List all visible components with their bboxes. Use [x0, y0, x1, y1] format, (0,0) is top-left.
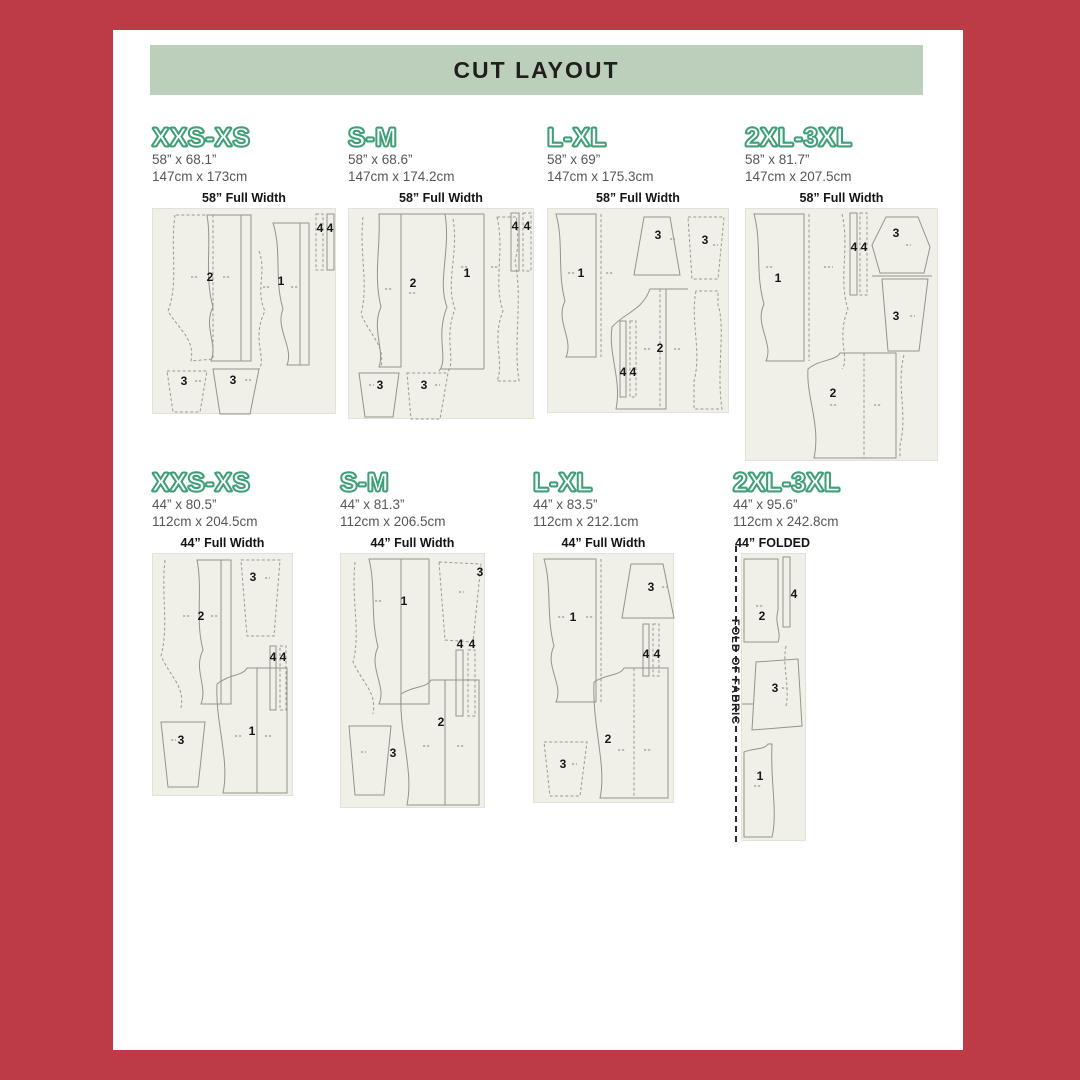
piece-number: 2	[758, 609, 766, 623]
piece-number: 3	[771, 681, 779, 695]
fabric-sheet	[152, 208, 336, 414]
fabric-sheet	[745, 208, 938, 461]
piece-number: 2	[197, 609, 205, 623]
piece-number: 4	[511, 219, 519, 233]
piece-number: 4	[653, 647, 661, 661]
piece-number: 3	[559, 757, 567, 771]
piece-number: 4	[629, 365, 637, 379]
piece-number: 3	[177, 733, 185, 747]
size-range-title: S-M	[340, 467, 390, 497]
layout-group-2xl-3xl-44	[729, 467, 928, 841]
size-range-title: XXS-XS	[152, 467, 251, 497]
piece-number: 4	[523, 219, 531, 233]
size-range-title: 2XL-3XL	[745, 122, 853, 152]
dimensions-inches: 58” x 69”	[547, 152, 601, 167]
piece-number: 2	[829, 386, 837, 400]
piece-number: 3	[180, 374, 188, 388]
size-range-title: XXS-XS	[152, 122, 251, 152]
piece-number: 1	[756, 769, 764, 783]
dimensions-inches: 44” x 81.3”	[340, 497, 405, 512]
fabric-sheet	[348, 208, 534, 419]
piece-number: 1	[400, 594, 408, 608]
layout-group-xxs-xs-58	[152, 123, 347, 414]
dimensions-cm: 147cm x 175.3cm	[547, 169, 654, 184]
piece-number: 1	[774, 271, 782, 285]
fabric-width-label: 44” Full Width	[370, 536, 455, 550]
sheet-wrap	[340, 536, 485, 808]
layout-group-2xl-3xl-58	[745, 123, 940, 461]
piece-number: 1	[248, 724, 256, 738]
piece-number: 4	[850, 240, 858, 254]
fabric-sheet	[340, 553, 485, 808]
piece-number: 3	[701, 233, 709, 247]
piece-number: 3	[420, 378, 428, 392]
dimensions-cm: 112cm x 212.1cm	[533, 514, 639, 529]
piece-number: 3	[654, 228, 662, 242]
fold-of-fabric-label: FOLD OF FABRIC	[729, 618, 741, 726]
sheet-wrap	[152, 191, 336, 414]
sheet-wrap	[729, 536, 843, 841]
piece-number: 2	[437, 715, 445, 729]
dimensions-inches: 44” x 83.5”	[533, 497, 598, 512]
dimensions-inches: 44” x 80.5”	[152, 497, 217, 512]
sheet-wrap	[152, 536, 293, 796]
piece-number: 4	[860, 240, 868, 254]
sheet-wrap	[547, 191, 729, 413]
fabric-width-label: 44” Full Width	[561, 536, 646, 550]
layout-group-xxs-xs-44	[152, 468, 347, 796]
pattern-pieces-drawing	[153, 554, 294, 797]
fabric-sheet	[729, 553, 806, 841]
size-range-title: 2XL-3XL	[733, 467, 841, 497]
size-range-title: L-XL	[547, 122, 607, 152]
dimensions-cm: 147cm x 174.2cm	[348, 169, 455, 184]
piece-number: 4	[316, 221, 324, 235]
fabric-width-label: 58” Full Width	[202, 191, 286, 205]
piece-number: 3	[892, 226, 900, 240]
layout-group-l-xl-58	[547, 123, 742, 413]
layout-group-l-xl-44	[533, 468, 728, 803]
piece-number: 1	[569, 610, 577, 624]
dimensions-inches: 58” x 68.1”	[152, 152, 217, 167]
size-range-title: L-XL	[533, 467, 593, 497]
piece-number: 2	[656, 341, 664, 355]
piece-number: 4	[642, 647, 650, 661]
pattern-pieces-drawing	[746, 209, 939, 462]
piece-number: 3	[647, 580, 655, 594]
dimensions-inches: 44” x 95.6”	[733, 497, 798, 512]
dimensions-cm: 147cm x 207.5cm	[745, 169, 852, 184]
piece-number: 2	[206, 270, 214, 284]
pattern-page	[113, 30, 963, 1050]
piece-number: 3	[476, 565, 484, 579]
layout-group-s-m-58	[348, 123, 543, 419]
size-range-title: S-M	[348, 122, 398, 152]
piece-number: 4	[456, 637, 464, 651]
sheet-wrap	[533, 536, 674, 803]
dimensions-cm: 112cm x 242.8cm	[733, 514, 839, 529]
fabric-width-label: 44” FOLDED	[735, 536, 811, 550]
fabric-width-label: 58” Full Width	[799, 191, 884, 205]
piece-number: 3	[892, 309, 900, 323]
fabric-width-label: 58” Full Width	[399, 191, 483, 205]
piece-number: 4	[326, 221, 334, 235]
piece-number: 3	[229, 373, 237, 387]
dimensions-inches: 58” x 81.7”	[745, 152, 810, 167]
fabric-width-label: 58” Full Width	[596, 191, 680, 205]
cut-layout-banner	[150, 45, 923, 95]
fabric-sheet	[533, 553, 674, 803]
piece-number: 3	[249, 570, 257, 584]
fabric-sheet	[547, 208, 729, 413]
pattern-pieces-drawing	[341, 554, 486, 809]
layout-group-s-m-44	[340, 468, 535, 808]
piece-number: 4	[619, 365, 627, 379]
fabric-width-label: 44” Full Width	[180, 536, 265, 550]
piece-number: 4	[790, 587, 798, 601]
piece-number: 4	[269, 650, 277, 664]
piece-number: 2	[604, 732, 612, 746]
dimensions-inches: 58” x 68.6”	[348, 152, 413, 167]
piece-number: 1	[463, 266, 471, 280]
sheet-wrap	[745, 191, 938, 461]
dimensions-cm: 112cm x 206.5cm	[340, 514, 446, 529]
dimensions-cm: 147cm x 173cm	[152, 169, 248, 184]
piece-number: 1	[577, 266, 585, 280]
sheet-wrap	[348, 191, 534, 419]
piece-number: 3	[376, 378, 384, 392]
fabric-sheet	[152, 553, 293, 796]
piece-number: 1	[277, 274, 285, 288]
dimensions-cm: 112cm x 204.5cm	[152, 514, 258, 529]
piece-number: 4	[279, 650, 287, 664]
piece-number: 2	[409, 276, 417, 290]
piece-number: 3	[389, 746, 397, 760]
piece-number: 4	[468, 637, 476, 651]
page-title: CUT LAYOUT	[453, 56, 620, 83]
